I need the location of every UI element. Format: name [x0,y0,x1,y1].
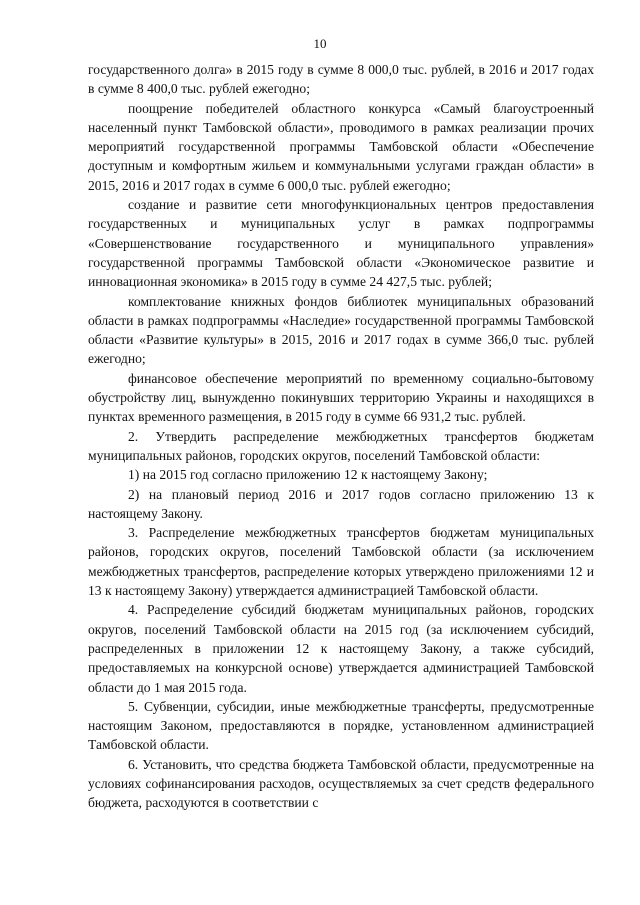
paragraph-7: 1) на 2015 год согласно приложению 12 к настоящему Закону; [128,467,488,483]
paragraph-6: 2. Утвердить распределение межбюджетных трансфертов бюджетам муниципальных районов, городских округов, поселений Тамбовской области: [88,428,594,463]
document-body [88,60,594,813]
paragraph-3: создание и развитие сети многофункциональных центров предоставления государственных и муниципальных услуг в рамках подпрограммы «Совершенствование государственного и муниципального управления» государственной программы Тамбовской области «Экономическое развитие и инновационная экономика» в 2015 году в сумме 24 427,5 тыс. рублей; [88,197,594,290]
paragraph-10: 4. Распределение субсидий бюджетам муниципальных районов, городских округов, поселений Тамбовской области на 2015 год (за исключением субсидий, распределенных в приложении 12 к настоящему Закону, а также субсидий, предоставляемых на конкурсной основе) утверждается администрацией Тамбовской области до 1 мая 2015 года. [88,602,594,695]
paragraph-11: 5. Субвенции, субсидии, иные межбюджетные трансферты, предусмотренные настоящим Законом, предоставляются в порядке, установленном администрацией Тамбовской области. [88,698,594,753]
page-number: 10 [313,36,327,51]
paragraph-8: 2) на плановый период 2016 и 2017 годов согласно приложению 13 к настоящему Закону. [88,486,594,521]
paragraph-5: финансовое обеспечение мероприятий по временному социально-бытовому обустройству лиц, вынужденно покинувших территорию Украины и находящихся в пунктах временного размещения, в 2015 году в сумме 66 931,2 тыс. рублей. [88,370,594,425]
paragraph-12: 6. Установить, что средства бюджета Тамбовской области, предусмотренные на условиях софинансирования расходов, осуществляемых за счет средств федерального бюджета, расходуются в соответствии с [88,756,594,811]
paragraph-1: государственного долга» в 2015 году в сумме 8 000,0 тыс. рублей, в 2016 и 2017 годах в сумме 8 400,0 тыс. рублей ежегодно; [88,62,594,97]
paragraph-9: 3. Распределение межбюджетных трансфертов бюджетам муниципальных районов, городских округов, поселений Тамбовской области (за исключением межбюджетных трансфертов, распределение которых утверждено приложениями 12 и 13 к настоящему Закону) утверждается администрацией Тамбовской области. [88,525,594,599]
paragraph-2: поощрение победителей областного конкурса «Самый благоустроенный населенный пункт Тамбовской области», проводимого в рамках реализации прочих мероприятий государственной программы Тамбовской области «Обеспечение доступным и комфортным жильем и коммунальными услугами граждан области» в 2015, 2016 и 2017 годах в сумме 6 000,0 тыс. рублей ежегодно; [88,100,594,193]
paragraph-4: комплектование книжных фондов библиотек муниципальных образований области в рамках подпрограммы «Наследие» государственной программы Тамбовской области «Развитие культуры» в 2015, 2016 и 2017 годах в сумме 366,0 тыс. рублей ежегодно; [88,293,594,367]
